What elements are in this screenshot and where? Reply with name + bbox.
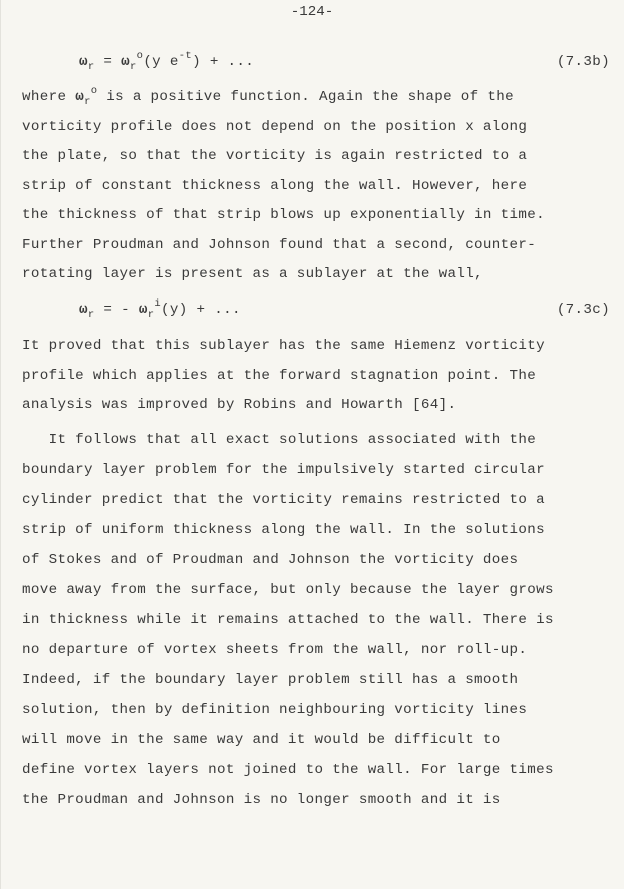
text-line: analysis was improved by Robins and Howarth [64]. (22, 397, 457, 413)
text-line-where: where $\omega_r^o$ is a positive function. Again the shape of the (22, 85, 514, 108)
text-line: It proved that this sublayer has the same Hiemenz vorticity (22, 338, 545, 354)
equation-7-3c: $\omega_r$ = - $\omega_r^i(y)$ + ... (79, 298, 241, 321)
text-line: profile which applies at the forward stagnation point. The (22, 368, 537, 384)
text-line: the thickness of that strip blows up exponentially in time. (22, 207, 545, 223)
text-line: rotating layer is present as a sublayer at the wall, (22, 266, 483, 282)
text-line: define vortex layers not joined to the wall. For large times (22, 762, 554, 778)
text-line: Indeed, if the boundary layer problem still has a smooth (22, 672, 519, 688)
equation-7-3b: $\omega_r = \omega_r^o(y$ $e^{-t}$) + ... (79, 50, 255, 73)
text-line: vorticity profile does not depend on the position x along (22, 119, 528, 135)
equation-label-7-3c: (7.3c) (556, 302, 610, 318)
page-number: -124- (290, 4, 334, 20)
text-line: in thickness while it remains attached to the wall. There is (22, 612, 554, 628)
text-line: solution, then by definition neighbouring vorticity lines (22, 702, 528, 718)
equation-label-7-3b: (7.3b) (556, 54, 610, 70)
text-line: It follows that all exact solutions associated with the (22, 432, 537, 448)
text-line: the plate, so that the vorticity is again restricted to a (22, 148, 528, 164)
text-line: of Stokes and of Proudman and Johnson the vorticity does (22, 552, 519, 568)
text-line: boundary layer problem for the impulsively started circular (22, 462, 545, 478)
text-line: no departure of vortex sheets from the wall, nor roll-up. (22, 642, 528, 658)
text-line: Further Proudman and Johnson found that a second, counter- (22, 237, 537, 253)
page-edge-shadow (0, 0, 1, 889)
text-line: cylinder predict that the vorticity remains restricted to a (22, 492, 545, 508)
text-line: will move in the same way and it would be difficult to (22, 732, 501, 748)
text-line: move away from the surface, but only because the layer grows (22, 582, 554, 598)
text-line: strip of constant thickness along the wall. However, here (22, 178, 528, 194)
text-line: strip of uniform thickness along the wall. In the solutions (22, 522, 545, 538)
text-line: the Proudman and Johnson is no longer smooth and it is (22, 792, 501, 808)
